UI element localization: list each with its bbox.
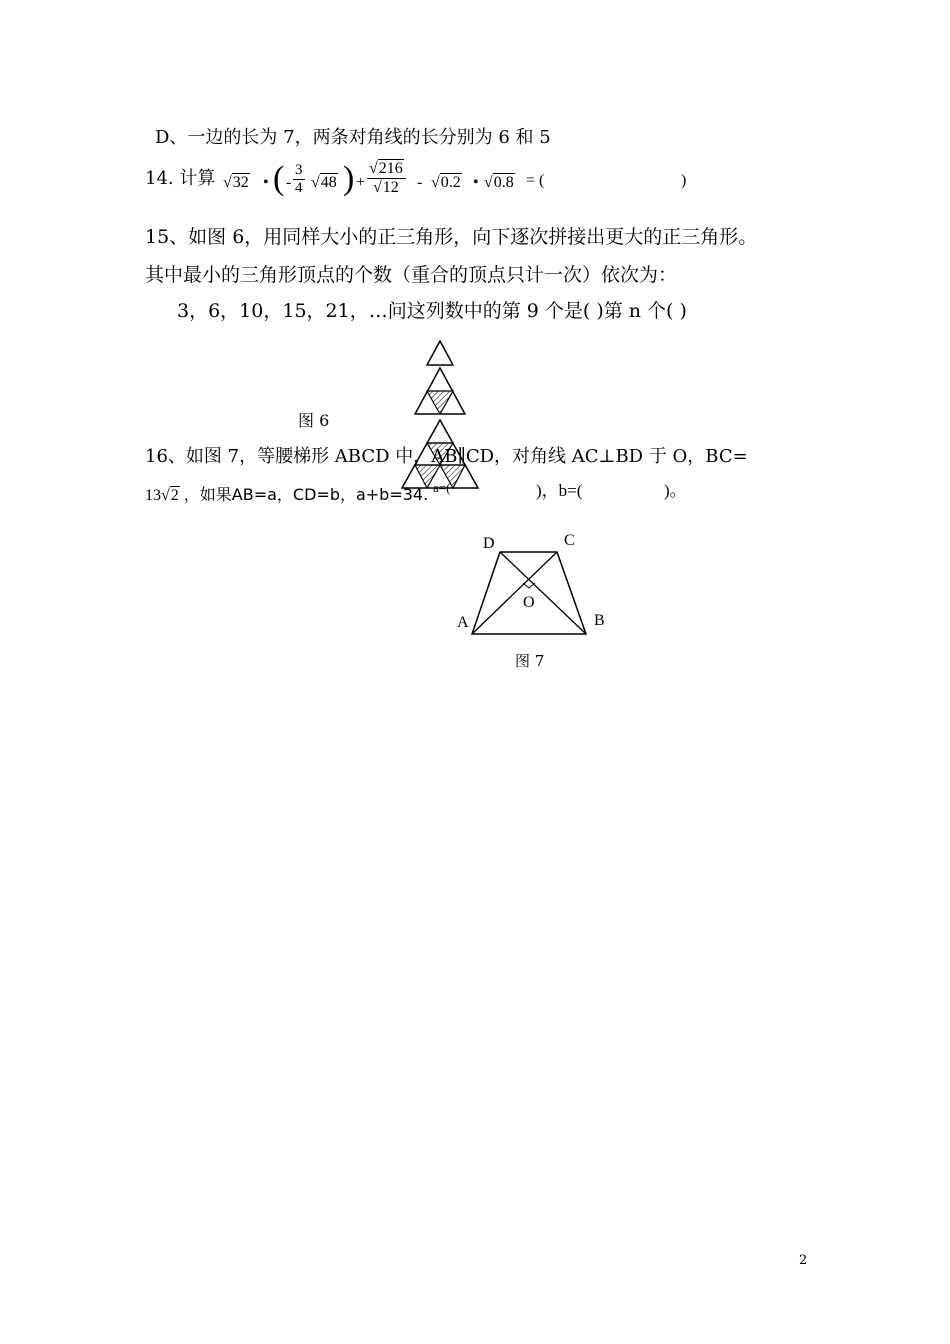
fraction-3-4 [293, 162, 305, 197]
figure-7-trapezoid [460, 535, 620, 655]
vertex-c-label: C [564, 532, 575, 549]
diagonal-bd [500, 552, 586, 634]
numerator-3: 3 [295, 162, 303, 178]
denominator-4: 4 [295, 180, 303, 196]
left-paren: ( [273, 160, 285, 197]
q15-line3: 3，6，10，15，21，…问这列数中的第 9 个是( )第 n 个( ) [177, 300, 687, 322]
close-paren: ) [681, 172, 687, 189]
q16-line2: 13√2 ，如果AB=a，CD=b，a+b=34. [145, 485, 429, 504]
q16-a-answer: a=( [433, 480, 451, 495]
minus-2: - [417, 174, 423, 191]
q16-tail: )。 [664, 481, 687, 500]
q14-expression: √32 • ( - $\frac{3}{4}$ √48 ) + $\frac{√216}{√12}$ - √0.2 • √0.8 = ( ) [223, 160, 687, 197]
diagonal-ac [472, 552, 557, 634]
right-paren: ) [343, 160, 355, 197]
page-number: 2 [799, 1253, 808, 1268]
q14-prefix: 14. 计算 [145, 168, 216, 189]
q16-b-answer: )，b=( [536, 481, 583, 500]
sqrt-216: 216 [378, 160, 403, 177]
figure-7-label: 图 7 [515, 652, 545, 670]
sqrt-48: 48 [320, 174, 337, 191]
sqrt-2: 2 [170, 487, 179, 504]
coefficient-13: 13 [145, 487, 161, 504]
vertex-d-label: D [483, 535, 495, 552]
q16-line1: 16、如图 7，等腰梯形 ABCD 中，AB∥CD，对角线 AC⊥BD 于 O，BC= [145, 446, 748, 467]
sqrt-12: 12 [382, 179, 399, 196]
minus-1: - [286, 174, 292, 191]
plus: + [356, 174, 366, 191]
figure-6-label: 图 6 [298, 411, 330, 430]
vertex-a-label: A [457, 614, 469, 631]
vertex-o-label: O [523, 594, 535, 611]
dot-1: • [263, 174, 269, 191]
sqrt-32: 32 [232, 174, 249, 191]
figure-6-triangles [395, 338, 495, 498]
sqrt-0-2: 0.2 [440, 174, 461, 191]
vertex-b-label: B [594, 612, 605, 629]
q15-line2: 其中最小的三角形顶点的个数（重合的顶点只计一次）依次为： [145, 264, 678, 286]
q16-condition: ，如果AB=a，CD=b，a+b=34. [183, 485, 429, 504]
equals-open: = ( [526, 172, 545, 189]
dot-2: • [473, 174, 479, 191]
triangle-2-inner [427, 391, 453, 414]
option-d-text: D、一边的长为 7，两条对角线的长分别为 6 和 5 [155, 127, 551, 148]
sqrt-0-8: 0.8 [493, 174, 514, 191]
q15-line1: 15、如图 6，用同样大小的正三角形，向下逐次拼接出更大的正三角形。 [145, 226, 758, 248]
triangle-1 [427, 341, 453, 365]
trapezoid-abcd [472, 552, 586, 634]
fraction-216-12: $\frac{√216}{√12}$ [367, 160, 406, 197]
